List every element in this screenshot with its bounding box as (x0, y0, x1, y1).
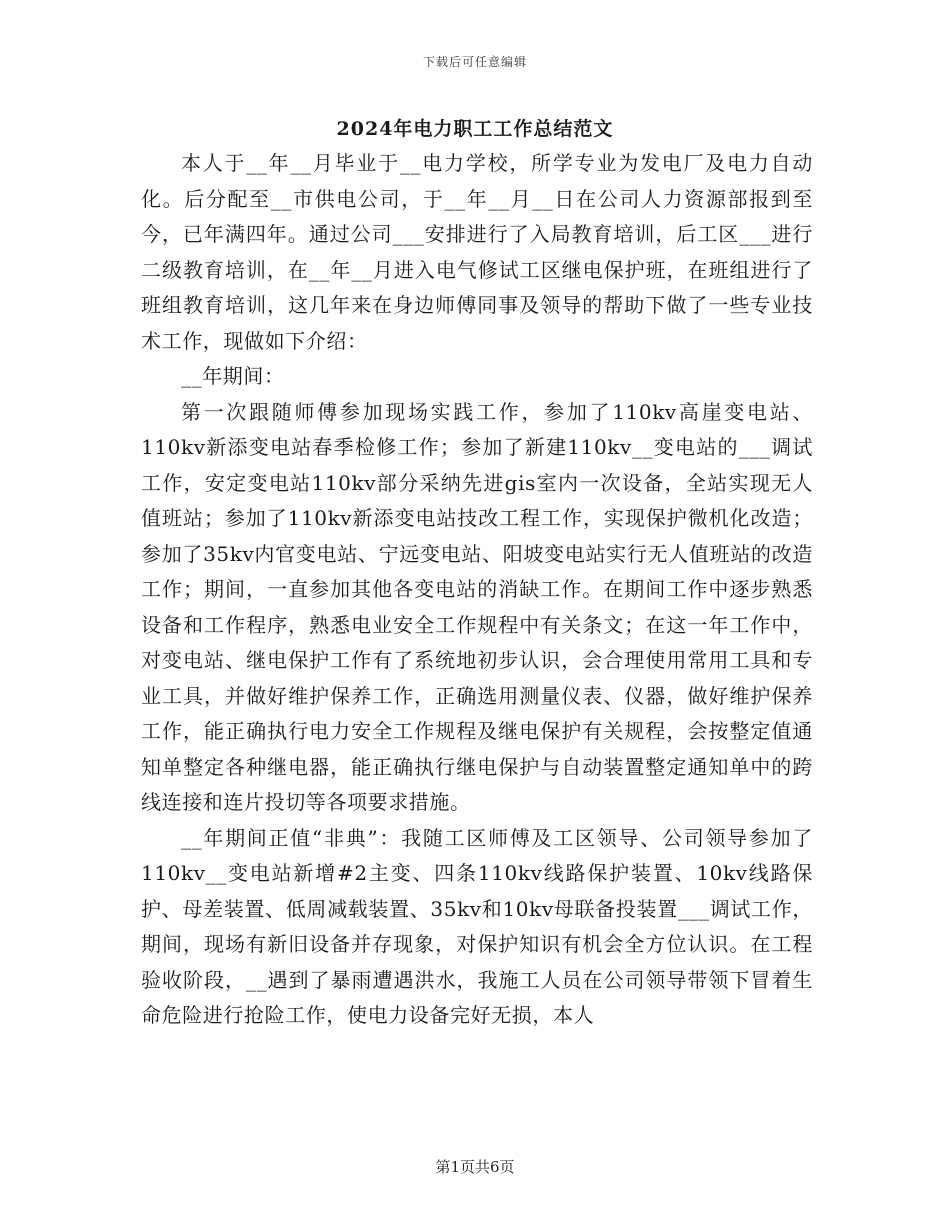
header-note: 下载后可任意编辑 (422, 55, 527, 69)
page-number: 第1页共6页 (435, 1158, 515, 1176)
document-body (141, 146, 813, 1034)
document-title: 2024年电力职工工作总结范文 (336, 118, 614, 140)
paragraph: __年期间正值“非典”：我随工区师傅及工区领导、公司领导参加了110kv__变电站新增#2主变、四条110kv线路保护装置、10kv线路保护、母差装置、低周减载装置、35kv和10kv母联备投装置___调试工作，期间，现场有新旧设备并存现象，对保护知识有机会全方位认识。在工程验收阶段，__遇到了暴雨遭遇洪水，我施工人员在公司领导带领下冒着生命危险进行抢险工作，使电力设备完好无损，本人 (141, 825, 813, 1027)
paragraph: __年期间： (181, 364, 285, 388)
paragraph: 本人于__年__月毕业于__电力学校，所学专业为发电厂及电力自动化。后分配至__市供电公司，于__年__月__日在公司人力资源部报到至今，已年满四年。通过公司___安排进行了入局教育培训，后工区___进行二级教育培训，在__年__月进入电气修试工区继电保护班，在班组进行了班组教育培训，这几年来在身边师傅同事及领导的帮助下做了一些专业技术工作，现做如下介绍： (141, 151, 813, 353)
paragraph: 第一次跟随师傅参加现场实践工作，参加了110kv高崖变电站、110kv新添变电站春季检修工作；参加了新建110kv__变电站的___调试工作，安定变电站110kv部分采纳先进gis室内一次设备，全站实现无人值班站；参加了110kv新添变电站技改工程工作，实现保护微机化改造；参加了35kv内官变电站、宁远变电站、阳坡变电站实行无人值班站的改造工作；期间，一直参加其他各变电站的消缺工作。在期间工作中逐步熟悉设备和工作程序，熟悉电业安全工作规程中有关条文；在这一年工作中，对变电站、继电保护工作有了系统地初步认识，会合理使用常用工具和专业工具，并做好维护保养工作，正确选用测量仪表、仪器，做好维护保养工作，能正确执行电力安全工作规程及继电保护有关规程，会按整定值通知单整定各种继电器，能正确执行继电保护与自动装置整定通知单中的跨线连接和连片投切等各项要求措施。 (141, 399, 813, 814)
